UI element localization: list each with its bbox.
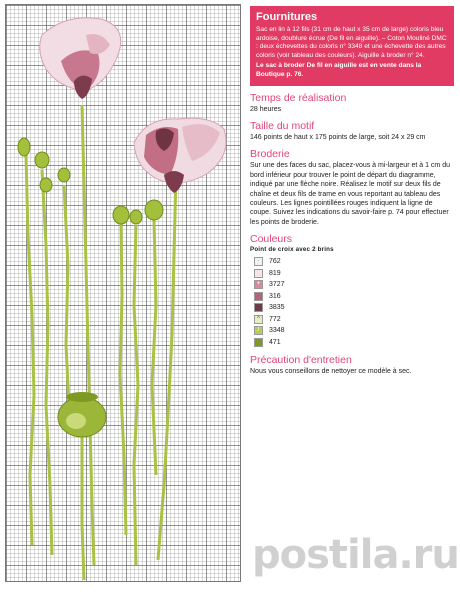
color-swatch: ^ [254, 315, 263, 324]
color-code: 762 [269, 258, 281, 266]
color-swatch: + [254, 280, 263, 289]
colors-title: Couleurs [250, 233, 293, 246]
color-legend-row [250, 314, 454, 326]
color-legend-row [250, 302, 454, 314]
bud [40, 178, 52, 192]
bud [113, 206, 129, 224]
stem [26, 155, 34, 545]
cross-stitch-chart [5, 4, 241, 582]
size-title: Taille du motif [250, 119, 315, 132]
embroidery-section [250, 148, 454, 227]
color-code: 772 [269, 315, 281, 323]
bud [18, 138, 30, 156]
color-code: 3348 [269, 327, 285, 335]
stem [120, 223, 126, 535]
stem [152, 220, 156, 475]
color-legend-row [250, 325, 454, 337]
color-code: 819 [269, 269, 281, 277]
colors-section [250, 233, 454, 348]
color-legend-row [250, 337, 454, 349]
color-swatch [254, 338, 263, 347]
color-code: 3727 [269, 281, 285, 289]
supplies-text: Sac en lin à 12 fils (31 cm de haut x 35 cm de large) coloris bleu ardoise, doublure écrue (De fil en aiguille). – Coton Mouliné DMC : deux échevettes du coloris n° 3348 et une échevette des autres coloris (voir tableau des couleurs). Aiguille à broder n° 24. [256, 26, 447, 59]
instructions-column [250, 6, 454, 377]
color-swatch [254, 292, 263, 301]
watermark: postila.ru [252, 532, 459, 578]
time-section [250, 92, 454, 114]
supplies-box [250, 6, 454, 86]
bud [145, 200, 163, 220]
color-legend-row [250, 291, 454, 303]
supplies-title: Fournitures [256, 11, 318, 23]
color-code: 316 [269, 292, 281, 300]
color-legend-row [250, 256, 454, 268]
color-swatch [254, 303, 263, 312]
poppy-motif [6, 5, 242, 583]
care-title: Précaution d'entretien [250, 354, 352, 367]
size-section [250, 120, 454, 142]
stem [42, 170, 52, 555]
size-text: 146 points de haut x 175 points de large, soit 24 x 29 cm [250, 133, 426, 141]
embroidery-text: Sur une des faces du sac, placez-vous à mi-largeur et à 1 cm du bord inférieur pour trouver le point de départ du diagramme, indiqué par une flèche noire. Réalisez le motif sur deux fils de chaîne et deux fils de trame en vous reportant au tableau des couleurs. Les lignes pointillées rouges indiquent la ligne de coupe. Suivez les indications du savoir-faire p. 74 pour effectuer les points de broderie. [250, 162, 450, 226]
supplies-note: Le sac à broder De fil en aiguille est en vente dans la Boutique p. 76. [256, 62, 422, 78]
color-legend [250, 256, 454, 348]
stem [64, 185, 70, 425]
poppy-flower-top [40, 18, 121, 99]
color-legend-row [250, 268, 454, 280]
color-swatch: · [254, 257, 263, 266]
color-code: 3835 [269, 304, 285, 312]
bud [58, 168, 70, 182]
poppy-flower-right [134, 118, 226, 193]
colors-subtitle: Point de croix avec 2 brins [250, 246, 334, 254]
stem [158, 175, 176, 560]
care-section [250, 354, 454, 376]
color-swatch [254, 269, 263, 278]
seed-pod [58, 392, 106, 437]
embroidery-title: Broderie [250, 148, 290, 161]
stem [134, 225, 138, 565]
bud [130, 210, 142, 224]
time-text: 28 heures [250, 105, 282, 113]
stem [82, 435, 84, 580]
stem [82, 105, 94, 565]
time-title: Temps de réalisation [250, 91, 347, 104]
care-text: Nous vous conseillons de nettoyer ce modèle à sec. [250, 368, 412, 376]
color-code: 471 [269, 338, 281, 346]
color-legend-row [250, 279, 454, 291]
bud [35, 152, 49, 168]
color-swatch: / [254, 326, 263, 335]
